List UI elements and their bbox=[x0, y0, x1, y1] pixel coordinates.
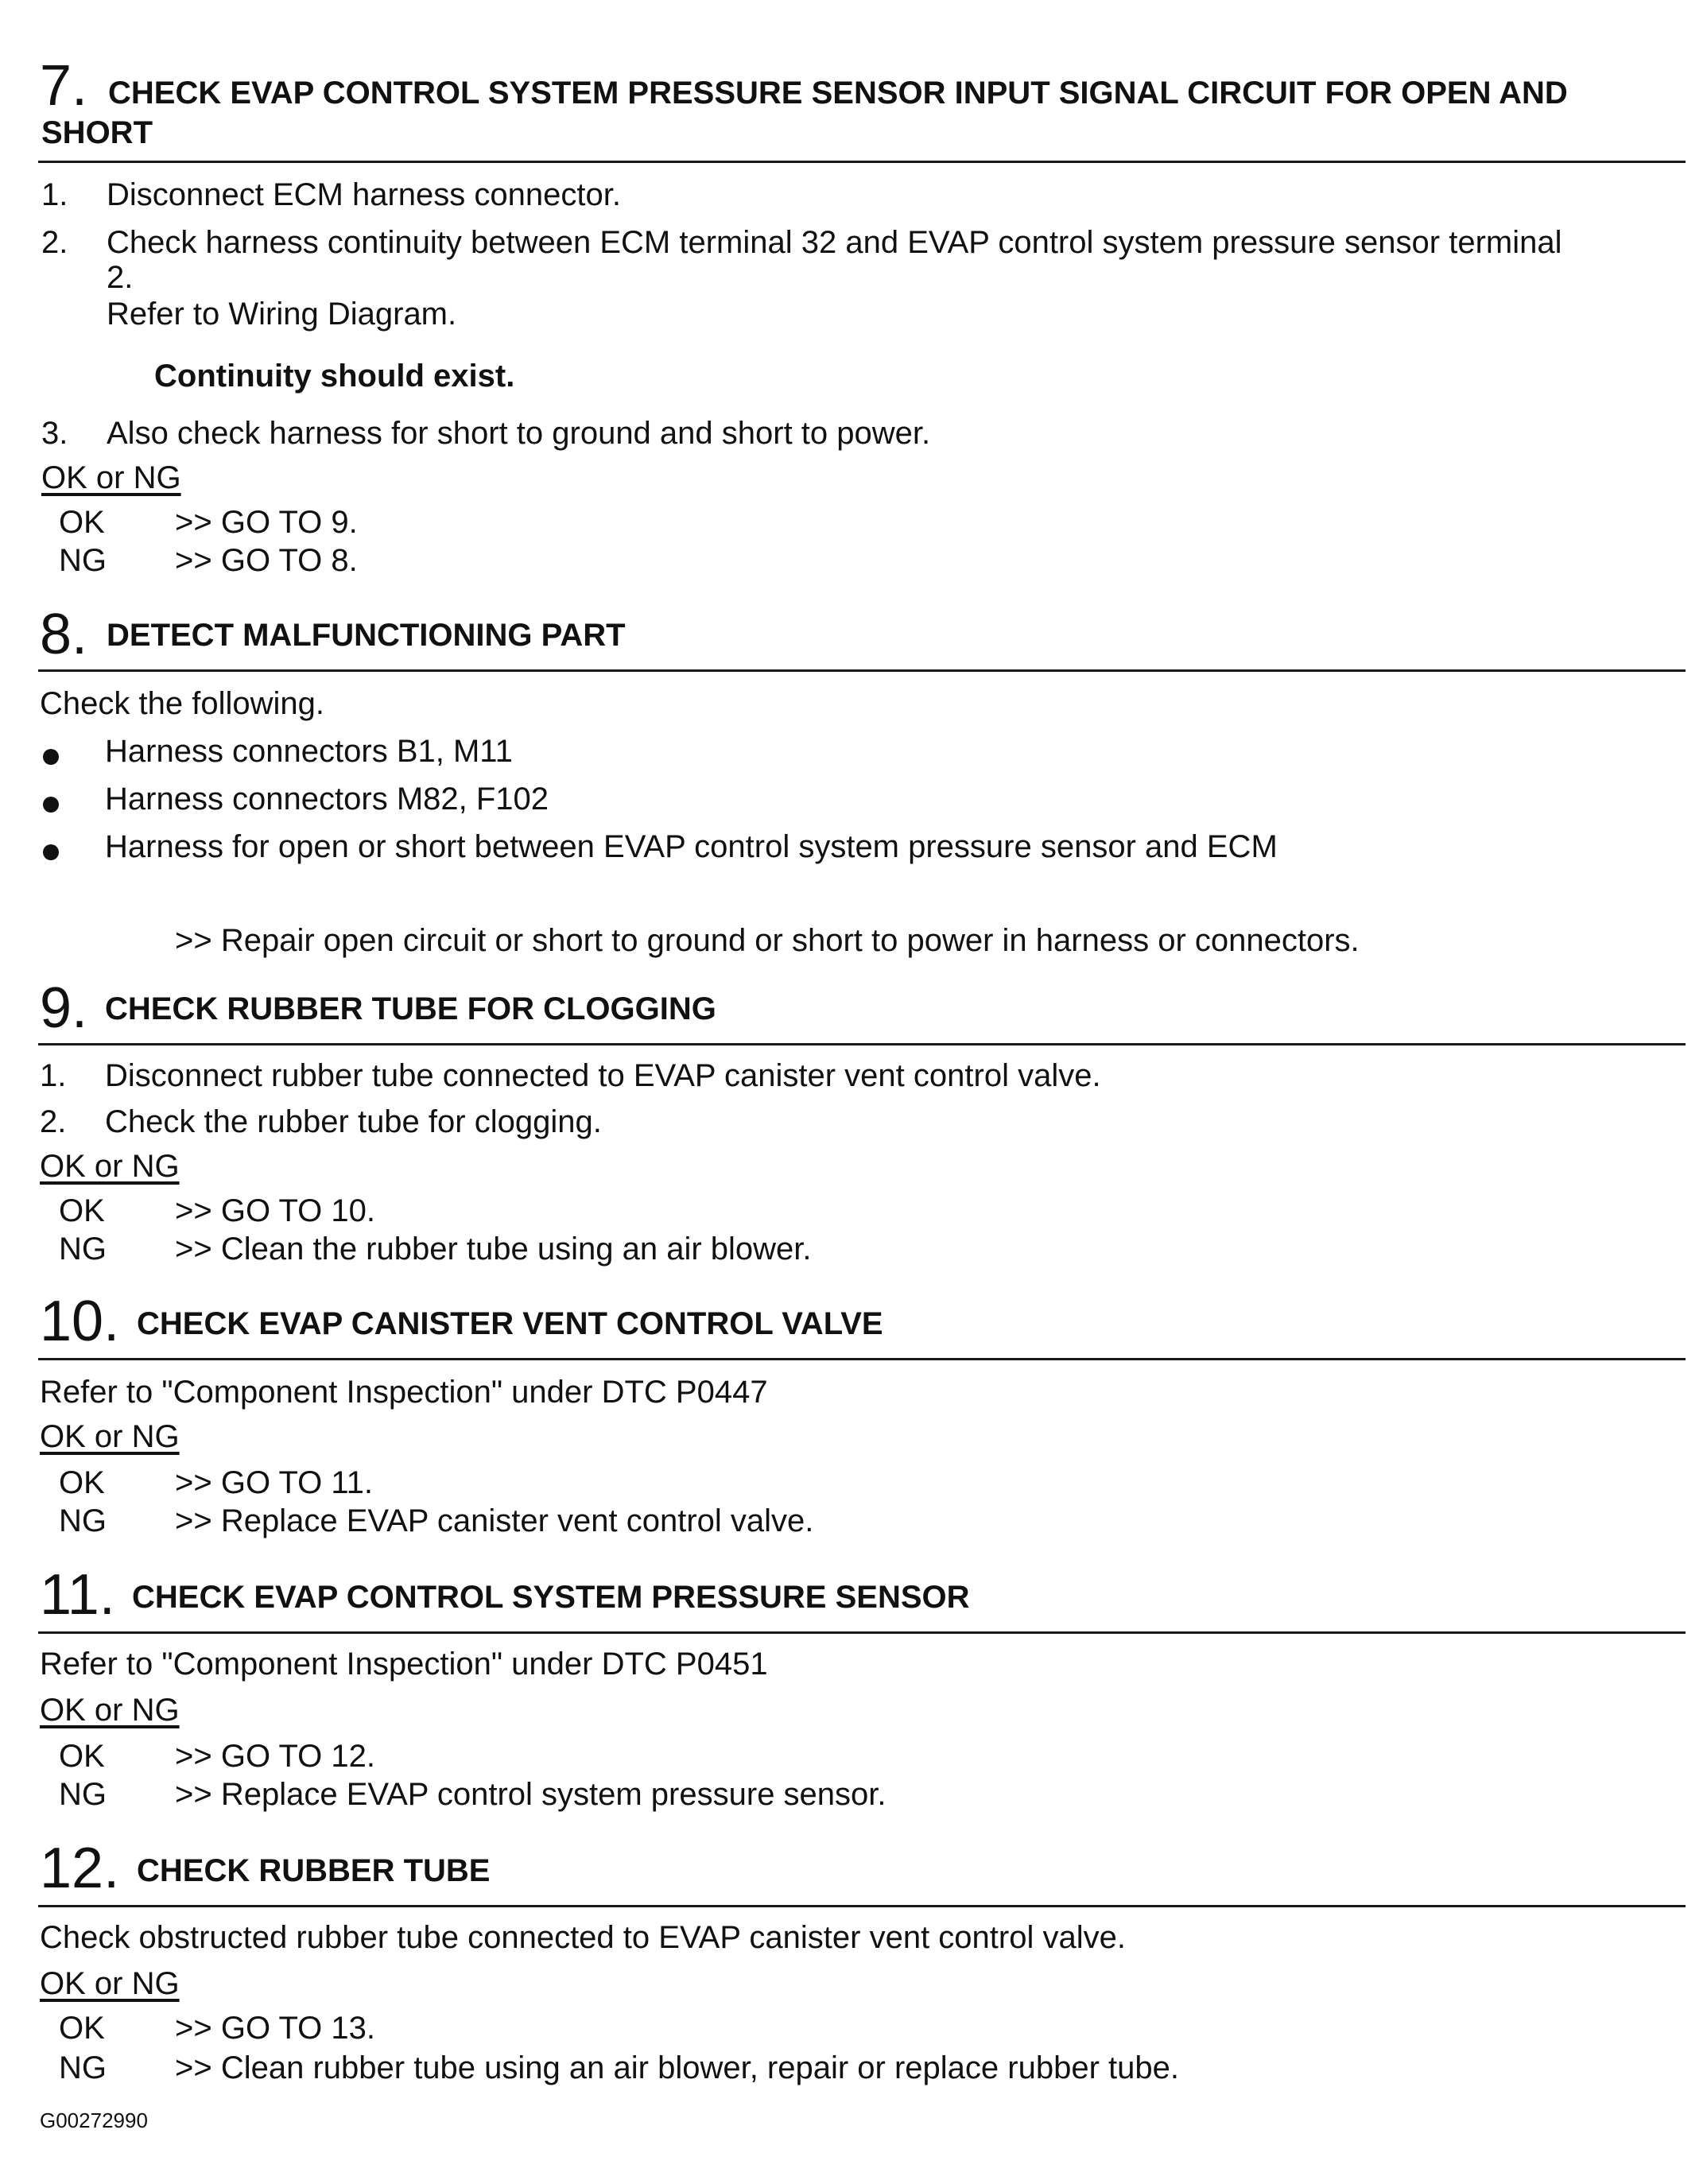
step-reference: Refer to Wiring Diagram. bbox=[107, 297, 457, 332]
ok-action: >> GO TO 11. bbox=[175, 1465, 374, 1500]
ok-label: OK bbox=[59, 1465, 105, 1500]
ng-label: NG bbox=[59, 1503, 107, 1538]
ng-action: >> GO TO 8. bbox=[175, 543, 358, 578]
ok-label: OK bbox=[59, 1193, 105, 1228]
section-number: 9. bbox=[40, 976, 88, 1040]
ok-or-ng-label: OK or NG bbox=[41, 460, 181, 495]
section-rule bbox=[38, 1631, 1686, 1634]
bullet-dot bbox=[43, 797, 59, 813]
bullet-item: Harness connectors M82, F102 bbox=[105, 782, 549, 817]
step-number: 2. bbox=[40, 1104, 67, 1139]
bullet-item: Harness for open or short between EVAP control system pressure sensor and ECM bbox=[105, 829, 1278, 864]
ok-label: OK bbox=[59, 1739, 105, 1774]
step-number: 2. bbox=[41, 225, 68, 260]
ng-label: NG bbox=[59, 1777, 107, 1812]
reference-text: Refer to "Component Inspection" under DTC P0451 bbox=[40, 1647, 768, 1682]
section-title: CHECK EVAP CANISTER VENT CONTROL VALVE bbox=[137, 1306, 883, 1341]
ok-label: OK bbox=[59, 2011, 105, 2046]
ok-or-ng-label: OK or NG bbox=[40, 1966, 180, 2001]
section-title: CHECK EVAP CONTROL SYSTEM PRESSURE SENSOR bbox=[132, 1580, 970, 1615]
reference-text: Refer to "Component Inspection" under DTC P0447 bbox=[40, 1375, 768, 1410]
instruction-text: Check obstructed rubber tube connected to EVAP canister vent control valve. bbox=[40, 1920, 1126, 1955]
section-rule bbox=[38, 161, 1686, 163]
ok-or-ng-label: OK or NG bbox=[40, 1693, 180, 1728]
ok-label: OK bbox=[59, 505, 105, 540]
ng-action: >> Clean the rubber tube using an air blower. bbox=[175, 1232, 812, 1267]
section-number: 12. bbox=[40, 1837, 120, 1900]
step-number: 1. bbox=[41, 177, 68, 212]
section-title: CHECK RUBBER TUBE FOR CLOGGING bbox=[105, 991, 716, 1026]
section-rule bbox=[38, 669, 1686, 672]
ng-action: >> Replace EVAP canister vent control valve. bbox=[175, 1503, 814, 1538]
step-number: 3. bbox=[41, 416, 68, 451]
section-title-continued: SHORT bbox=[41, 115, 153, 150]
section-title: DETECT MALFUNCTIONING PART bbox=[107, 618, 626, 653]
bullet-item: Harness connectors B1, M11 bbox=[105, 734, 513, 769]
ok-or-ng-label: OK or NG bbox=[40, 1419, 180, 1454]
step-number: 1. bbox=[40, 1058, 67, 1093]
step-text-continued: 2. bbox=[107, 260, 134, 295]
section-title: CHECK EVAP CONTROL SYSTEM PRESSURE SENSOR INPUT SIGNAL CIRCUIT FOR OPEN AND bbox=[108, 76, 1568, 111]
ng-label: NG bbox=[59, 543, 107, 578]
step-text: Disconnect ECM harness connector. bbox=[107, 177, 621, 212]
section-rule bbox=[38, 1043, 1686, 1045]
document-id: G00272990 bbox=[40, 2108, 148, 2132]
ok-action: >> GO TO 9. bbox=[175, 505, 358, 540]
intro-text: Check the following. bbox=[40, 686, 324, 721]
ok-action: >> GO TO 12. bbox=[175, 1739, 375, 1774]
step-text: Check the rubber tube for clogging. bbox=[105, 1104, 602, 1139]
ok-action: >> GO TO 13. bbox=[175, 2011, 375, 2046]
section-number: 8. bbox=[40, 603, 88, 666]
continuity-note: Continuity should exist. bbox=[154, 359, 515, 394]
ok-action: >> GO TO 10. bbox=[175, 1193, 375, 1228]
section-number: 7. bbox=[40, 54, 88, 118]
repair-action: >> Repair open circuit or short to ground or short to power in harness or connectors. bbox=[175, 923, 1360, 958]
ng-action: >> Replace EVAP control system pressure sensor. bbox=[175, 1777, 886, 1812]
step-text: Also check harness for short to ground and short to power. bbox=[107, 416, 931, 451]
bullet-dot bbox=[43, 844, 59, 860]
section-rule bbox=[38, 1905, 1686, 1907]
section-rule bbox=[38, 1358, 1686, 1360]
ng-label: NG bbox=[59, 1232, 107, 1267]
section-title: CHECK RUBBER TUBE bbox=[137, 1853, 491, 1888]
ok-or-ng-label: OK or NG bbox=[40, 1149, 180, 1184]
ng-action: >> Clean rubber tube using an air blower, repair or replace rubber tube. bbox=[175, 2050, 1179, 2085]
ng-label: NG bbox=[59, 2050, 107, 2085]
step-text: Check harness continuity between ECM terminal 32 and EVAP control system pressure sensor terminal bbox=[107, 225, 1562, 260]
bullet-dot bbox=[43, 749, 59, 765]
step-text: Disconnect rubber tube connected to EVAP canister vent control valve. bbox=[105, 1058, 1101, 1093]
section-number: 11. bbox=[40, 1563, 115, 1627]
section-number: 10. bbox=[40, 1290, 120, 1353]
